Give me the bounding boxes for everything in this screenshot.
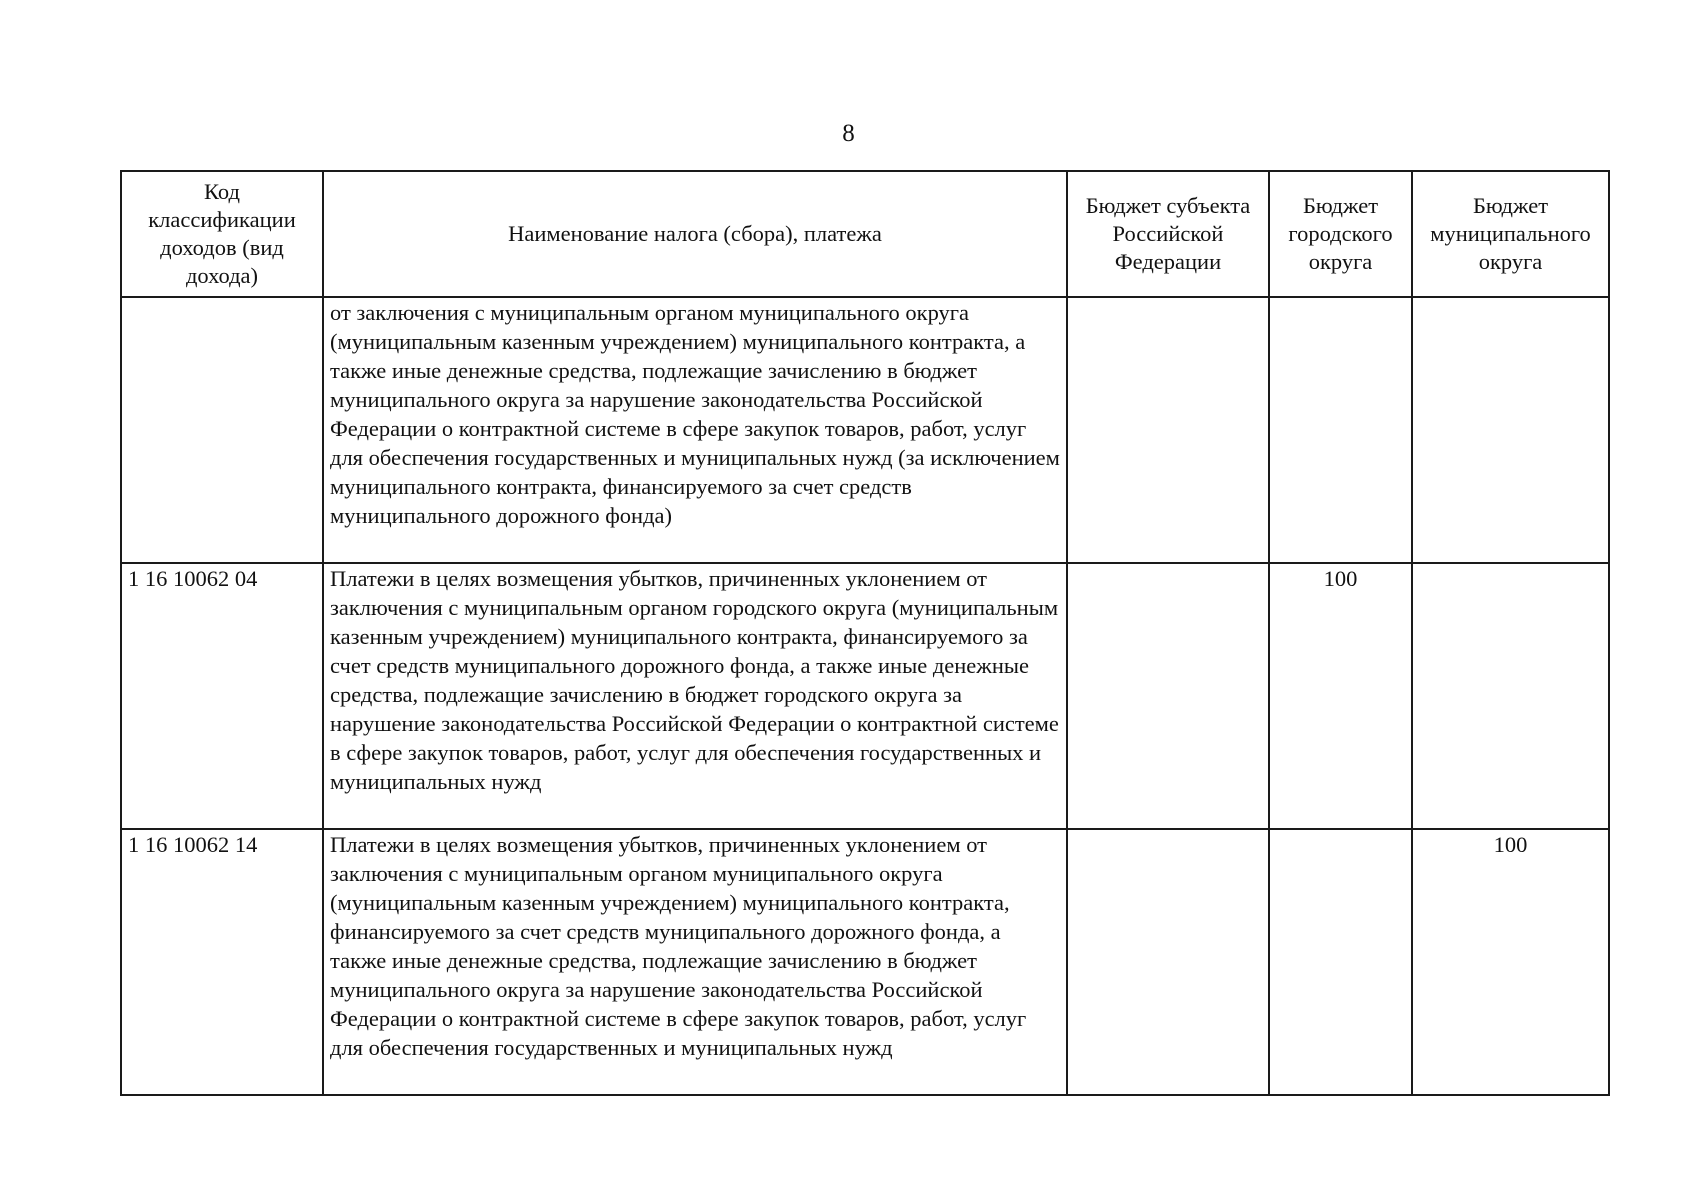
code-cell: 1 16 10062 04 — [121, 563, 323, 829]
city-budget-cell — [1269, 829, 1412, 1095]
code-cell: 1 16 10062 14 — [121, 829, 323, 1095]
table-row — [121, 829, 1609, 1095]
city-budget-cell — [1269, 297, 1412, 563]
subject-budget-cell — [1067, 297, 1269, 563]
name-cell: Платежи в целях возмещения убытков, причиненных уклонением от заключения с муниципальным органом городского округа (муниципальным казенным учреждением) муниципального контракта, финансируемого за счет средств муниципального дорожного фонда, а также иные денежные средства, подлежащие зачислению в бюджет городского округа за нарушение законодательства Российской Федерации о контрактной системе в сфере закупок товаров, работ, услуг для обеспечения государственных и муниципальных нужд — [323, 563, 1067, 829]
name-cell: от заключения с муниципальным органом муниципального округа (муниципальным казенным учреждением) муниципального контракта, а также иные денежные средства, подлежащие зачислению в бюджет муниципального округа за нарушение законодательства Российской Федерации о контрактной системе в сфере закупок товаров, работ, услуг для обеспечения государственных и муниципальных нужд (за исключением муниципального контракта, финансируемого за счет средств муниципального дорожного фонда) — [323, 297, 1067, 563]
municipal-budget-cell: 100 — [1412, 829, 1609, 1095]
header-subject-budget: Бюджет субъекта Российской Федерации — [1067, 171, 1269, 297]
header-code: Код классификации доходов (вид дохода) — [121, 171, 323, 297]
header-municipal-budget: Бюджет муниципального округа — [1412, 171, 1609, 297]
subject-budget-cell — [1067, 563, 1269, 829]
table-header — [121, 171, 1609, 297]
header-row — [121, 171, 1609, 297]
code-cell — [121, 297, 323, 563]
city-budget-cell: 100 — [1269, 563, 1412, 829]
table-row — [121, 297, 1609, 563]
subject-budget-cell — [1067, 829, 1269, 1095]
revenue-classification-table — [120, 170, 1610, 1096]
name-cell: Платежи в целях возмещения убытков, причиненных уклонением от заключения с муниципальным органом муниципального округа (муниципальным казенным учреждением) муниципального контракта, финансируемого за счет средств муниципального дорожного фонда, а также иные денежные средства, подлежащие зачислению в бюджет муниципального округа за нарушение законодательства Российской Федерации о контрактной системе в сфере закупок товаров, работ, услуг для обеспечения государственных и муниципальных нужд — [323, 829, 1067, 1095]
table-body — [121, 297, 1609, 1095]
municipal-budget-cell — [1412, 297, 1609, 563]
header-city-budget: Бюджет городского округа — [1269, 171, 1412, 297]
header-name: Наименование налога (сбора), платежа — [323, 171, 1067, 297]
table-row — [121, 563, 1609, 829]
municipal-budget-cell — [1412, 563, 1609, 829]
page-number: 8 — [842, 120, 855, 147]
